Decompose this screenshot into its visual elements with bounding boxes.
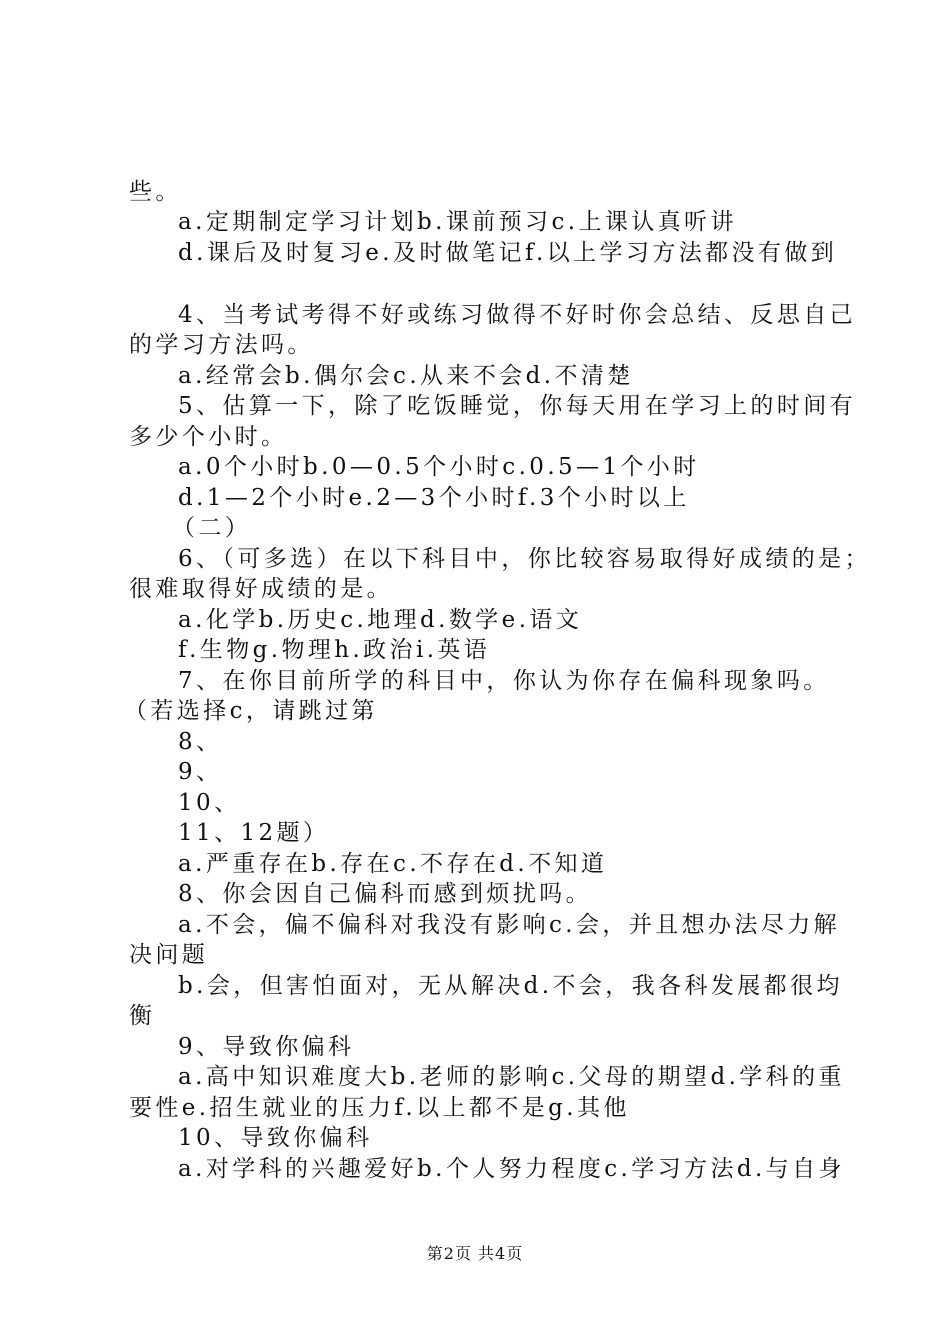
text-line: a.不会，偏不偏科对我没有影响c.会，并且想办法尽力解 xyxy=(178,912,841,938)
text-line: a.化学b.历史c.地理d.数学e.语文 xyxy=(178,607,583,633)
text-line: a.高中知识难度大b.老师的影响c.父母的期望d.学科的重 xyxy=(178,1064,845,1090)
text-line: 多少个小时。 xyxy=(129,424,288,450)
text-line: f.生物g.物理h.政治i.英语 xyxy=(178,637,491,663)
text-line: 9、导致你偏科 xyxy=(178,1034,355,1060)
text-line: 9、 xyxy=(178,759,223,785)
text-line: 的学习方法吗。 xyxy=(129,332,314,358)
text-line: 些。 xyxy=(129,179,182,205)
text-line: 很难取得好成绩的是。 xyxy=(129,576,393,602)
page-footer: 第2页 共4页 xyxy=(426,1244,524,1263)
text-line: 6、（可多选）在以下科目中，你比较容易取得好成绩的是； xyxy=(178,546,871,572)
text-line: 5、估算一下，除了吃饭睡觉，你每天用在学习上的时间有 xyxy=(178,393,857,419)
text-line: 决问题 xyxy=(129,942,209,968)
text-line: d.1—2个小时e.2—3个小时f.3个小时以上 xyxy=(178,485,690,511)
text-line: 10、导致你偏科 xyxy=(178,1125,373,1151)
text-line: a.定期制定学习计划b.课前预习c.上课认真听讲 xyxy=(178,209,737,235)
text-line: a.0个小时b.0—0.5个小时c.0.5—1个小时 xyxy=(178,454,700,480)
text-line: d.课后及时复习e.及时做笔记f.以上学习方法都没有做到 xyxy=(178,240,838,266)
text-line: （若选择c，请跳过第 xyxy=(124,698,378,724)
text-line: a.对学科的兴趣爱好b.个人努力程度c.学习方法d.与自身 xyxy=(178,1156,845,1182)
text-line: 7、在你目前所学的科目中，你认为你存在偏科现象吗。 xyxy=(178,668,830,694)
text-line: 衡 xyxy=(129,1003,156,1029)
text-line: 11、12题） xyxy=(178,820,330,846)
text-line: （二） xyxy=(172,515,252,541)
text-line: 8、 xyxy=(178,729,223,755)
text-line: a.经常会b.偶尔会c.从来不会d.不清楚 xyxy=(178,363,634,389)
text-line: 4、当考试考得不好或练习做得不好时你会总结、反思自己 xyxy=(178,302,857,328)
text-line: 8、你会因自己偏科而感到烦扰吗。 xyxy=(178,881,593,907)
text-line: 要性e.招生就业的压力f.以上都不是g.其他 xyxy=(129,1095,630,1121)
text-line: b.会，但害怕面对，无从解决d.不会，我各科发展都很均 xyxy=(178,973,843,999)
text-line: 10、 xyxy=(178,790,241,816)
text-line: a.严重存在b.存在c.不存在d.不知道 xyxy=(178,851,608,877)
